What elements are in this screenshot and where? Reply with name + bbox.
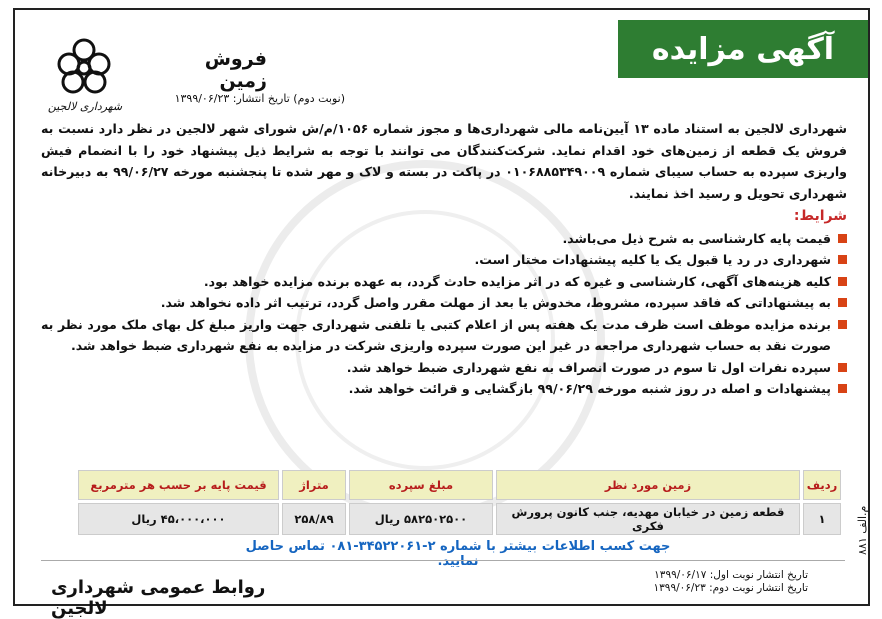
- ad-subject: فروش زمین: [204, 48, 267, 92]
- column-header: متراژ: [282, 470, 346, 500]
- bullet-icon: [838, 255, 847, 264]
- contact-line: جهت کسب اطلاعات بیشتر با شماره ۲-۳۴۵۲۲۰۶۱-۰۸۱ تماس حاصل نمایید.: [245, 539, 671, 569]
- table-cell: قطعه زمین در خیابان مهدیه، جنب کانون پرورش فکری: [496, 503, 800, 535]
- condition-item: شهرداری در رد یا قبول یک یا کلیه پیشنهادات مختار است.: [41, 249, 847, 271]
- logo-caption: شهرداری لالجین: [47, 100, 123, 113]
- condition-item: به پیشنهاداتی که فاقد سپرده، مشروط، مخدوش یا بعد از مهلت مقرر واصل گردد، ترتیب اثر داده نخواهد شد.: [41, 292, 847, 314]
- issue-line: (نوبت دوم) تاریخ انتشار: ۱۳۹۹/۰۶/۲۳: [174, 92, 345, 105]
- condition-item: پیشنهادات و اصله در روز شنبه مورخه ۹۹/۰۶/۲۹ بازگشایی و قرائت خواهد شد.: [41, 378, 847, 400]
- footer-title: روابط عمومی شهرداری لالجین: [51, 577, 266, 619]
- bullet-icon: [838, 363, 847, 372]
- column-header: ردیف: [803, 470, 841, 500]
- table-header-row: [78, 470, 841, 500]
- ad-reference-label: م.الف ۸۸۱: [856, 505, 869, 555]
- second-publication-date: تاریخ انتشار نوبت دوم: ۱۳۹۹/۰۶/۲۳: [653, 582, 808, 594]
- column-header: قیمت پایه بر حسب هر مترمربع: [78, 470, 279, 500]
- publication-dates: [608, 569, 808, 595]
- bullet-icon: [838, 320, 847, 329]
- bullet-icon: [838, 298, 847, 307]
- condition-item: سپرده نفرات اول تا سوم در صورت انصراف به نفع شهرداری ضبط خواهد شد.: [41, 357, 847, 379]
- bullet-icon: [838, 277, 847, 286]
- table-cell: ۵۸۲۵۰۲۵۰۰ ریال: [349, 503, 493, 535]
- condition-item: کلیه هزینه‌های آگهی، کارشناسی و غیره که در اثر مزایده حادث گردد، به عهده برنده مزایده خواهد بود.: [41, 271, 847, 293]
- announcement-frame: [13, 8, 870, 619]
- footer-divider: [41, 560, 845, 561]
- announcement-body: [41, 118, 847, 400]
- intro-paragraph: شهرداری لالجین به استناد ماده ۱۳ آیین‌نامه مالی شهرداری‌ها و مجوز شماره ۱۰۵۶/م/ش شورای شهر لالجین در نظر دارد نسبت به فروش یک قطعه از زمین‌های خود اقدام نماید. شرکت‌کنندگان می توانند با توجه به شرایط ذیل پیشنهاد خود را با انضمام فیش واریزی سپرده به حساب سیبای شماره ۰۱۰۶۸۸۵۳۴۹۰۰۹ در پاکت در بسته و لاک و مهر شده تا پنجشنبه مورخه ۹۹/۰۶/۲۷ به دبیرخانه شهرداری تحویل و رسید اخذ نمایند.: [41, 121, 847, 201]
- bullet-icon: [838, 384, 847, 393]
- condition-item: قیمت پایه کارشناسی به شرح ذیل می‌باشد.: [41, 228, 847, 250]
- auction-items-table: [75, 467, 844, 538]
- condition-item: برنده مزایده موظف است ظرف مدت یک هفته پس از اعلام کتبی یا تلفنی شهرداری جهت واریز مبلغ کل بهای ملک مورد نظر به صورت نقد به حساب شهرداری مراجعه در غیر این صورت سپرده واریزی شرکت در مزایده به نفع شهرداری ضبط خواهد شد.: [41, 314, 847, 357]
- bullet-icon: [838, 234, 847, 243]
- table-cell: ۴۵،۰۰۰،۰۰۰ ریال: [78, 503, 279, 535]
- column-header: مبلغ سپرده: [349, 470, 493, 500]
- table-cell: ۲۵۸/۸۹: [282, 503, 346, 535]
- conditions-title: شرایط:: [793, 208, 847, 224]
- banner-title: آگهی مزایده: [618, 20, 868, 78]
- table-row: [78, 503, 841, 535]
- column-header: زمین مورد نظر: [496, 470, 800, 500]
- first-publication-date: تاریخ انتشار نوبت اول: ۱۳۹۹/۰۶/۱۷: [654, 569, 808, 581]
- table-cell: ۱: [803, 503, 841, 535]
